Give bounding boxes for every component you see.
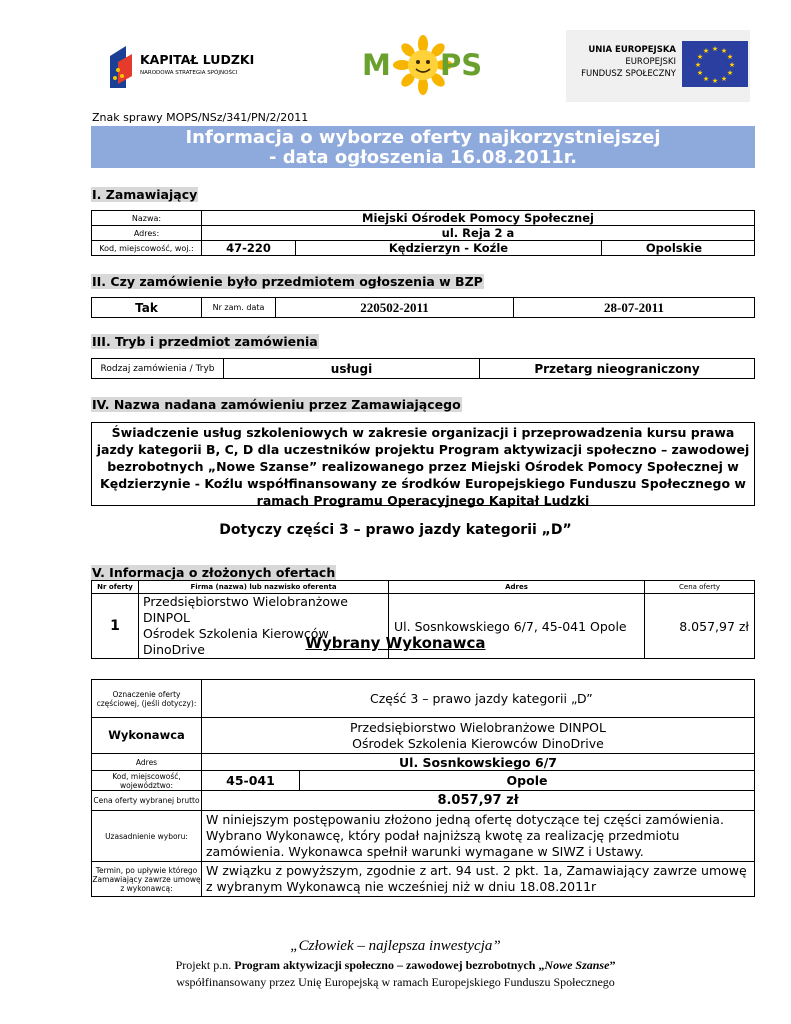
- offer-nr: 1: [92, 594, 139, 659]
- tryb-value: Przetarg nieograniczony: [480, 359, 755, 379]
- section-2-label: II. Czy zamówienie było przedmiotem ogłoszenia w BZP: [92, 274, 483, 289]
- winner-kod-label: Kod, miejscowość, województwo:: [92, 771, 202, 791]
- title-line-1: Informacja o wyborze oferty najkorzystniejszej: [185, 127, 661, 148]
- svg-text:★: ★: [696, 53, 704, 61]
- section-4-heading: [91, 397, 462, 412]
- header-logos: [0, 30, 791, 110]
- zamawiajacy-table: [91, 210, 755, 256]
- miejscowosc-value: Kędzierzyn - Koźle: [296, 241, 602, 256]
- kod-label: Kod, miejscowość, woj.:: [92, 241, 202, 256]
- offer-firma-line-1: Przedsiębiorstwo Wielobranżowe DINPOL: [143, 594, 348, 625]
- oznaczenie-label: Oznaczenie oferty częściowej, (jeśli dotyczy):: [92, 680, 202, 718]
- ue-line-3: FUNDUSZ SPOŁECZNY: [581, 69, 676, 79]
- offer-cena: 8.057,97 zł: [645, 594, 755, 659]
- ue-efs-logo: [566, 30, 750, 102]
- offers-header-nr: Nr oferty: [92, 581, 139, 594]
- uzasadnienie-value: W niniejszym postępowaniu złożono jedną ofertę dotyczące tej części zamówienia. Wybrano Wykonawcę, który podał najniższą kwotę za realizację przedmiotu zamówienia. Wykonawca spełnił warunki wymagane w SIWZ i Ustawy.: [202, 811, 755, 862]
- winner-title: Wybrany Wykonawca: [305, 634, 486, 652]
- eu-flag-icon: [682, 41, 748, 87]
- section-3-label: III. Tryb i przedmiot zamówienia: [92, 334, 318, 349]
- order-name-text: Świadczenie usług szkoleniowych w zakresie organizacji i przeprowadzenia kursu prawa jazdy kategorii B, C, D dla uczestników projektu Program aktywizacji społeczno – zawodowej bezrobotnych „Nowe Szanse” realizowanego przez Miejski Ośrodek Pomocy Społecznej w Kędzierzynie - Koźlu współfinansowany ze środków Europejskiego Funduszu Społecznego w ramach Programu Operacyjnego Kapitał Ludzki: [96, 425, 750, 508]
- wykonawca-line-1: Przedsiębiorstwo Wielobranżowe DINPOL: [350, 719, 606, 735]
- ue-line-1: UNIA EUROPEJSKA: [588, 45, 676, 55]
- oznaczenie-value: Część 3 – prawo jazdy kategorii „D”: [202, 680, 755, 718]
- wojewodztwo-value: Opolskie: [602, 241, 755, 256]
- footer-cofinancing-line: współfinansowany przez Unię Europejską w ramach Europejskiego Funduszu Społecznego: [176, 975, 615, 989]
- bzp-answer: Tak: [92, 298, 202, 318]
- adres-label: Adres:: [92, 226, 202, 241]
- svg-text:★: ★: [728, 61, 736, 69]
- termin-value: W związku z powyższym, zgodnie z art. 94 ust. 2 pkt. 1a, Zamawiający zawrze umowę z wybranym Wykonawcą nie wcześniej niż w dniu 18.08.2011r: [202, 862, 755, 897]
- ue-text: [578, 44, 676, 80]
- winner-kod-value: 45-041: [202, 771, 300, 791]
- kod-value: 47-220: [202, 241, 296, 256]
- termin-label: Termin, po upływie którego Zamawiający zawrze umowę z wykonawcą:: [92, 862, 202, 897]
- footer-project-line: [0, 958, 791, 973]
- svg-text:★: ★: [720, 75, 728, 83]
- winner-cena-label: Cena oferty wybranej brutto: [92, 791, 202, 811]
- footer-project-nowe-szanse: Nowe Szanse: [544, 958, 610, 972]
- tryb-table: [91, 358, 755, 379]
- winner-adres-label: Adres: [92, 754, 202, 771]
- uzasadnienie-label: Uzasadnienie wyboru:: [92, 811, 202, 862]
- offer-firma-line-2: Ośrodek Szkolenia Kierowców DinoDrive: [143, 626, 329, 657]
- svg-text:★: ★: [711, 77, 719, 85]
- title-line-2: - data ogłoszenia 16.08.2011r.: [269, 147, 577, 168]
- svg-text:★: ★: [702, 47, 710, 55]
- page-title: [91, 126, 755, 168]
- adres-value: ul. Reja 2 a: [202, 226, 755, 241]
- wykonawca-line-2: Ośrodek Szkolenia Kierowców DinoDrive: [352, 735, 604, 751]
- winner-cena-value: 8.057,97 zł: [202, 791, 755, 811]
- svg-text:★: ★: [726, 69, 734, 77]
- wykonawca-value: [202, 718, 755, 754]
- winner-table: [91, 679, 755, 897]
- footer-quote: „Człowiek – najlepsza inwestycja”: [290, 938, 501, 954]
- offers-header-cena: Cena oferty: [645, 581, 755, 594]
- section-4-label: IV. Nazwa nadana zamówieniu przez Zamawiającego: [92, 397, 461, 412]
- tryb-label: Rodzaj zamówienia / Tryb: [92, 359, 224, 379]
- section-2-heading: [91, 274, 484, 289]
- bzp-date: 28-07-2011: [514, 298, 755, 318]
- section-1-label: I. Zamawiający: [92, 187, 198, 202]
- section-5-heading: [91, 565, 336, 580]
- mops-logo: [358, 34, 488, 96]
- bzp-number: 220502-2011: [276, 298, 514, 318]
- nazwa-value: Miejski Ośrodek Pomocy Społecznej: [202, 211, 755, 226]
- svg-text:★: ★: [702, 75, 710, 83]
- svg-text:★: ★: [711, 45, 719, 53]
- svg-text:★: ★: [726, 53, 734, 61]
- ue-line-2: EUROPEJSKI: [625, 57, 676, 67]
- nazwa-label: Nazwa:: [92, 211, 202, 226]
- kapital-ludzki-text: KAPITAŁ LUDZKI: [140, 52, 255, 67]
- mops-letters-ps: PS: [440, 48, 483, 82]
- footer-project-name: Program aktywizacji społeczno – zawodowej bezrobotnych „: [234, 958, 545, 972]
- offers-header-adres: Adres: [389, 581, 645, 594]
- kapital-ludzki-logo: [106, 40, 266, 92]
- winner-adres-value: Ul. Sosnkowskiego 6/7: [202, 754, 755, 771]
- svg-text:★: ★: [694, 61, 702, 69]
- case-reference: Znak sprawy MOPS/NSz/341/PN/2/2011: [92, 111, 309, 124]
- svg-text:★: ★: [696, 69, 704, 77]
- mops-letter-m: M: [362, 48, 391, 82]
- section-5-label: V. Informacja o złożonych ofertach: [92, 565, 336, 580]
- wykonawca-label: Wykonawca: [92, 718, 202, 754]
- footer-project-quote-close: ”: [609, 958, 616, 972]
- offers-header-firma: Firma (nazwa) lub nazwisko oferenta: [139, 581, 389, 594]
- footer-project-prefix: Projekt p.n.: [175, 958, 235, 972]
- bzp-nr-label: Nr zam. data: [202, 298, 276, 318]
- section-1-heading: [91, 187, 198, 202]
- kapital-ludzki-subtext: NARODOWA STRATEGIA SPÓJNOŚCI: [140, 70, 238, 76]
- part-title: Dotyczy części 3 – prawo jazdy kategorii „D”: [219, 522, 572, 538]
- bzp-table: [91, 297, 755, 318]
- winner-miejscowosc-value: Opole: [300, 771, 755, 791]
- section-3-heading: [91, 334, 319, 349]
- svg-text:★: ★: [720, 47, 728, 55]
- rodzaj-value: usługi: [224, 359, 480, 379]
- offer-adres: Ul. Sosnkowskiego 6/7, 45-041 Opole: [389, 594, 645, 659]
- order-name-box: [91, 422, 755, 506]
